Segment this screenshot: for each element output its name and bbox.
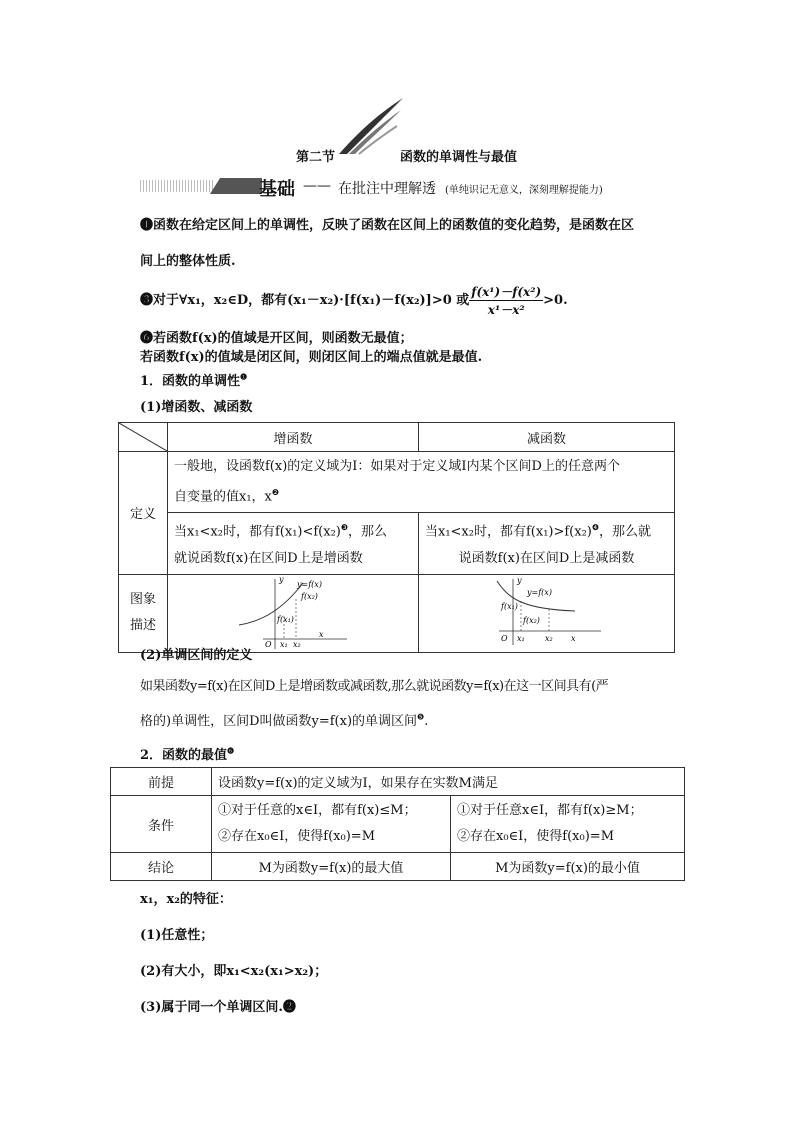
sec1-sub2: (2)单调区间的定义 [140, 648, 253, 663]
graph-increasing-cell [168, 574, 419, 652]
row-condition: 条件 [111, 796, 212, 853]
section-number: 第二节 [296, 150, 336, 165]
def-mark: ❷ [271, 488, 280, 497]
condition-min [451, 796, 685, 853]
dec-text2: ，那么就 [599, 524, 652, 540]
inc-text: 当x₁<x₂时，都有f(x₁)<f(x₂) [174, 524, 341, 540]
feature-3-mark: ❷ [282, 1000, 296, 1015]
def-decreasing [419, 513, 675, 574]
row-conclusion: 结论 [111, 853, 212, 881]
feature-1: (1)任意性； [140, 928, 214, 943]
table-corner [119, 423, 168, 452]
sec1-mark: ❶ [240, 371, 248, 382]
col-decreasing: 减函数 [419, 423, 675, 452]
sec1-para-b [140, 710, 428, 729]
section-title: 函数的单调性与最值 [400, 150, 518, 165]
condition-max [212, 796, 451, 853]
sec1-title-text: 1．函数的单调性 [140, 374, 241, 389]
feature-3 [140, 996, 296, 1015]
inc-mark: ❸ [340, 523, 349, 533]
note-3-fraction [469, 283, 543, 318]
premise-text: 设函数y=f(x)的定义域为I，如果存在实数M满足 [212, 768, 685, 796]
sec2-mark: ❻ [227, 745, 235, 756]
graph1-fn: y=f(x) [297, 580, 322, 590]
note-6a: ❻若函数f(x)的值域是开区间，则函数无最值； [140, 331, 413, 346]
note-1-cont: 间上的整体性质. [140, 254, 236, 269]
row-premise: 前提 [111, 768, 212, 796]
graph-increasing [233, 575, 353, 651]
fraction-numerator: f(x¹)－f(x²) [471, 285, 542, 299]
def-common [168, 452, 675, 513]
graph1-fx2: f(x₂) [301, 592, 318, 602]
sec2-title-text: 2．函数的最值 [140, 748, 228, 763]
cond-min-2: ②存在x₀∈I，使得f(x₀)=M [457, 829, 615, 844]
conclusion-max: M为函数y=f(x)的最大值 [212, 853, 451, 881]
inc-line1 [174, 515, 412, 545]
feature-2: (2)有大小，即x₁<x₂(x₁>x₂)； [140, 964, 328, 979]
banner-sub: 在批注中理解透 [338, 181, 436, 197]
note-6b: 若函数f(x)的值域是闭区间，则闭区间上的端点值就是最值. [140, 350, 483, 365]
sec1-title [140, 370, 247, 389]
graph2-x1: x₁ [516, 634, 525, 644]
banner-main: 基础 [259, 179, 295, 200]
feature-3-text: (3)属于同一个单调区间. [140, 1000, 283, 1015]
cond-max-2: ②存在x₀∈I，使得f(x₀)=M [218, 829, 376, 844]
sec1-para-a: 如果函数y=f(x)在区间D上是增函数或减函数,那么就说函数y=f(x)在这一区间具有(严 [140, 679, 609, 694]
conclusion-min: M为函数y=f(x)的最小值 [451, 853, 685, 881]
sec1-para-mark: ❺ [417, 712, 425, 722]
graph2-fx2: f(x₂) [522, 616, 540, 626]
banner-hatch [140, 180, 214, 192]
banner-bar [210, 178, 262, 194]
swoosh-logo [335, 96, 407, 158]
dec-text: 当x₁<x₂时，都有f(x₁)>f(x₂) [425, 524, 592, 540]
extremum-table [110, 767, 685, 881]
features-title: x₁，x₂的特征： [140, 892, 232, 907]
note-3-end: >0. [543, 293, 568, 308]
graph1-y: y [279, 575, 284, 585]
dec-line2: 说函数f(x)在区间D上是减函数 [458, 550, 635, 566]
graph1-x2: x₂ [293, 640, 301, 650]
note-1: ❶函数在给定区间上的单调性，反映了函数在区间上的函数值的变化趋势，是函数在区 [140, 218, 635, 233]
def-common-line2 [174, 480, 668, 510]
monotonic-table [118, 422, 675, 653]
inc-text2: ，那么 [348, 524, 388, 540]
graph2-fx1: f(x₁) [500, 602, 518, 612]
inc-line2: 就说函数f(x)在区间D上是增函数 [174, 550, 363, 566]
row-graph-label2: 描述 [129, 618, 156, 634]
graph2-y: y [516, 576, 522, 586]
note-3-text: ❸对于∀x₁，x₂∈D，都有(x₁－x₂)·[f(x₁)－f(x₂)]>0 或 [140, 293, 470, 308]
graph-decreasing-cell [419, 574, 675, 652]
graph1-fx1: f(x₁) [277, 615, 294, 625]
diagonal-line [119, 423, 167, 451]
banner-note: (单纯识记无意义，深刻理解提能力) [445, 185, 603, 196]
graph2-fn: y=f(x) [526, 588, 552, 598]
cond-min-1: ①对于任意x∈I，都有f(x)≥M； [457, 803, 643, 818]
def-common-text: 自变量的值x₁，x [174, 489, 272, 505]
graph1-origin: O [265, 640, 272, 650]
graph2-x: x [570, 634, 576, 644]
sec2-title [140, 744, 234, 763]
banner-dash: —— [303, 178, 331, 194]
sec1-para-end: . [424, 714, 429, 729]
dec-line1 [425, 515, 668, 545]
def-increasing [168, 513, 419, 574]
graph-decreasing [487, 575, 607, 651]
row-definition: 定义 [119, 452, 168, 575]
graph1-x1: x₁ [280, 640, 288, 650]
sec1-sub1: (1)增函数、减函数 [140, 400, 253, 415]
def-common-line1: 一般地，设函数f(x)的定义域为I：如果对于定义域I内某个区间D上的任意两个 [174, 459, 620, 474]
col-increasing: 增函数 [168, 423, 419, 452]
note-3 [140, 283, 568, 318]
row-graph [119, 574, 168, 652]
sec1-para-b-text: 格的)单调性，区间D叫做函数y=f(x)的单调区间 [140, 714, 418, 729]
graph2-origin: O [500, 634, 508, 644]
cond-max-1: ①对于任意的x∈I，都有f(x)≤M； [218, 803, 417, 818]
graph2-x2: x₂ [544, 634, 553, 644]
row-graph-label1: 图象 [129, 592, 156, 608]
fraction-denominator: x¹－x² [487, 303, 525, 317]
dec-mark: ❹ [591, 523, 600, 533]
graph1-x: x [319, 630, 324, 640]
